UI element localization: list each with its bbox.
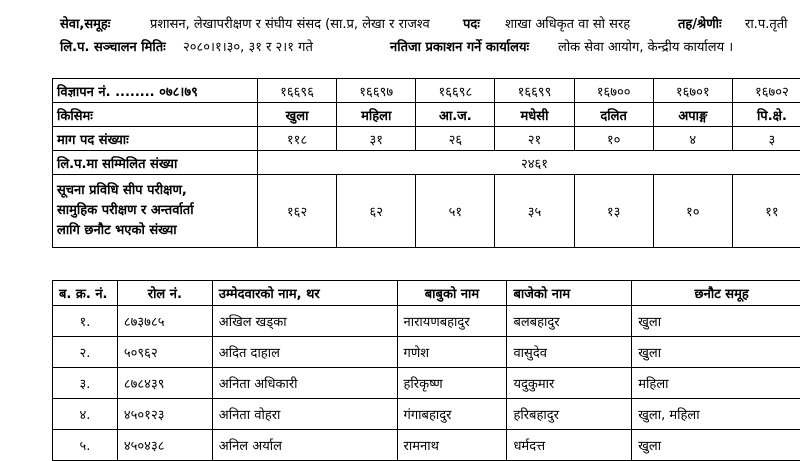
lipa-label: लि.प. सञ्चालन मितिः bbox=[60, 37, 166, 55]
cell-grandfather: बलबहादुर bbox=[507, 306, 632, 337]
kisim-cell: आ.ज. bbox=[416, 103, 495, 127]
col-header-father: बाबुको नाम bbox=[397, 281, 507, 306]
chhanot-label-line: सूचना प्रविधि सीप परीक्षण, bbox=[57, 181, 257, 201]
kisim-cell: अपाङ्ग bbox=[653, 103, 732, 127]
chhanot-label-line: लागि छनौट भएको संख्या bbox=[57, 221, 257, 241]
summary-table bbox=[52, 78, 800, 248]
cell-name: अनिता वोहरा bbox=[212, 399, 397, 430]
vigyapan-cell: १६६९७ bbox=[337, 79, 416, 103]
cell-grandfather: हरिबहादुर bbox=[507, 399, 632, 430]
cell-father: गणेश bbox=[397, 337, 507, 368]
cell-name: अनिता अधिकारी bbox=[212, 368, 397, 399]
header-line-1 bbox=[0, 14, 800, 32]
cell-sn: ४. bbox=[53, 399, 118, 430]
table-row bbox=[53, 337, 800, 368]
vigyapan-cell: १६६९६ bbox=[258, 79, 337, 103]
vigyapan-label: विज्ञापन नं. ........ ०७८।७९ bbox=[53, 79, 258, 103]
col-header-sn: ब. क्र. नं. bbox=[53, 281, 118, 306]
cell-father: नारायणबहादुर bbox=[397, 306, 507, 337]
kisim-row bbox=[53, 103, 800, 127]
cell-grandfather: यदुकुमार bbox=[507, 368, 632, 399]
cell-sn: २. bbox=[53, 337, 118, 368]
kisim-cell: महिला bbox=[337, 103, 416, 127]
cell-group: खुला bbox=[632, 430, 800, 461]
pad-value: शाखा अधिकृत वा सो सरह bbox=[505, 14, 630, 32]
chhanot-cell: ५१ bbox=[416, 175, 495, 248]
vigyapan-cell: १६७०० bbox=[574, 79, 653, 103]
sewa-label: सेवा,समूहः bbox=[60, 14, 110, 32]
cell-roll: ४५०१२३ bbox=[117, 399, 212, 430]
sammilit-total: २४६१ bbox=[258, 151, 800, 175]
cell-sn: ५. bbox=[53, 430, 118, 461]
chhanot-cell: ३५ bbox=[495, 175, 574, 248]
candidate-table bbox=[52, 280, 800, 461]
vigyapan-cell: १६६९८ bbox=[416, 79, 495, 103]
col-header-name: उम्मेदवारको नाम, थर bbox=[212, 281, 397, 306]
pad-label: पदः bbox=[463, 14, 480, 32]
sewa-value: प्रशासन, लेखापरीक्षण र संघीय संसद (सा.प्र, लेखा र राजश्व bbox=[150, 14, 430, 32]
cell-roll: ८७३७८५ bbox=[117, 306, 212, 337]
table-row bbox=[53, 306, 800, 337]
vigyapan-cell: १६७०२ bbox=[732, 79, 800, 103]
maag-cell: ३१ bbox=[337, 127, 416, 151]
kisim-label: किसिमः bbox=[53, 103, 258, 127]
cell-roll: ४५०४३८ bbox=[117, 430, 212, 461]
col-header-group: छनौट समूह bbox=[632, 281, 800, 306]
natija-label: नतिजा प्रकाशन गर्ने कार्यालयः bbox=[390, 37, 529, 55]
vigyapan-row bbox=[53, 79, 800, 103]
candidate-header-row bbox=[53, 281, 800, 306]
cell-name: अखिल खड्का bbox=[212, 306, 397, 337]
vigyapan-cell: १६७०१ bbox=[653, 79, 732, 103]
maag-cell: ४ bbox=[653, 127, 732, 151]
cell-group: महिला bbox=[632, 368, 800, 399]
cell-father: रामनाथ bbox=[397, 430, 507, 461]
taha-value: रा.प.तृती bbox=[745, 14, 788, 32]
col-header-grandfather: बाजेको नाम bbox=[507, 281, 632, 306]
cell-name: अनिल अर्याल bbox=[212, 430, 397, 461]
kisim-cell: पि.क्षे. bbox=[732, 103, 800, 127]
cell-group: खुला bbox=[632, 306, 800, 337]
sammilit-label: लि.प.मा सम्मिलित संख्या bbox=[53, 151, 258, 175]
maag-cell: २१ bbox=[495, 127, 574, 151]
cell-sn: ३. bbox=[53, 368, 118, 399]
cell-roll: ५०९६२ bbox=[117, 337, 212, 368]
table-row bbox=[53, 399, 800, 430]
natija-value: लोक सेवा आयोग, केन्द्रीय कार्यालय । bbox=[558, 37, 733, 55]
chhanot-cell: १० bbox=[653, 175, 732, 248]
cell-grandfather: धर्मदत्त bbox=[507, 430, 632, 461]
chhanot-cell: १३ bbox=[574, 175, 653, 248]
col-header-roll: रोल नं. bbox=[117, 281, 212, 306]
cell-father: गंगाबहादुर bbox=[397, 399, 507, 430]
chhanot-cell: ६२ bbox=[337, 175, 416, 248]
cell-sn: १. bbox=[53, 306, 118, 337]
kisim-cell: खुला bbox=[258, 103, 337, 127]
maag-cell: ११८ bbox=[258, 127, 337, 151]
table-row bbox=[53, 430, 800, 461]
sammilit-row bbox=[53, 151, 800, 175]
header-line-2 bbox=[0, 37, 800, 55]
table-row bbox=[53, 368, 800, 399]
kisim-cell: दलित bbox=[574, 103, 653, 127]
cell-grandfather: वासुदेव bbox=[507, 337, 632, 368]
maag-row bbox=[53, 127, 800, 151]
chhanot-cell: ११ bbox=[732, 175, 800, 248]
cell-father: हरिकृष्ण bbox=[397, 368, 507, 399]
taha-label: तह/श्रेणीः bbox=[678, 14, 722, 32]
cell-name: अदित दाहाल bbox=[212, 337, 397, 368]
maag-label: माग पद संख्याः bbox=[53, 127, 258, 151]
maag-cell: १० bbox=[574, 127, 653, 151]
maag-cell: ३ bbox=[732, 127, 800, 151]
cell-roll: ८७८४३९ bbox=[117, 368, 212, 399]
vigyapan-cell: १६६९९ bbox=[495, 79, 574, 103]
chhanot-label-line: सामुहिक परीक्षण र अन्तर्वार्ता bbox=[57, 201, 257, 221]
chhanot-label bbox=[53, 175, 258, 248]
chhanot-row bbox=[53, 175, 800, 248]
maag-cell: २६ bbox=[416, 127, 495, 151]
cell-group: खुला, महिला bbox=[632, 399, 800, 430]
lipa-value: २०८०।१।३०, ३१ र २।१ गते bbox=[183, 37, 313, 55]
cell-group: खुला bbox=[632, 337, 800, 368]
kisim-cell: मधेसी bbox=[495, 103, 574, 127]
chhanot-cell: १६२ bbox=[258, 175, 337, 248]
